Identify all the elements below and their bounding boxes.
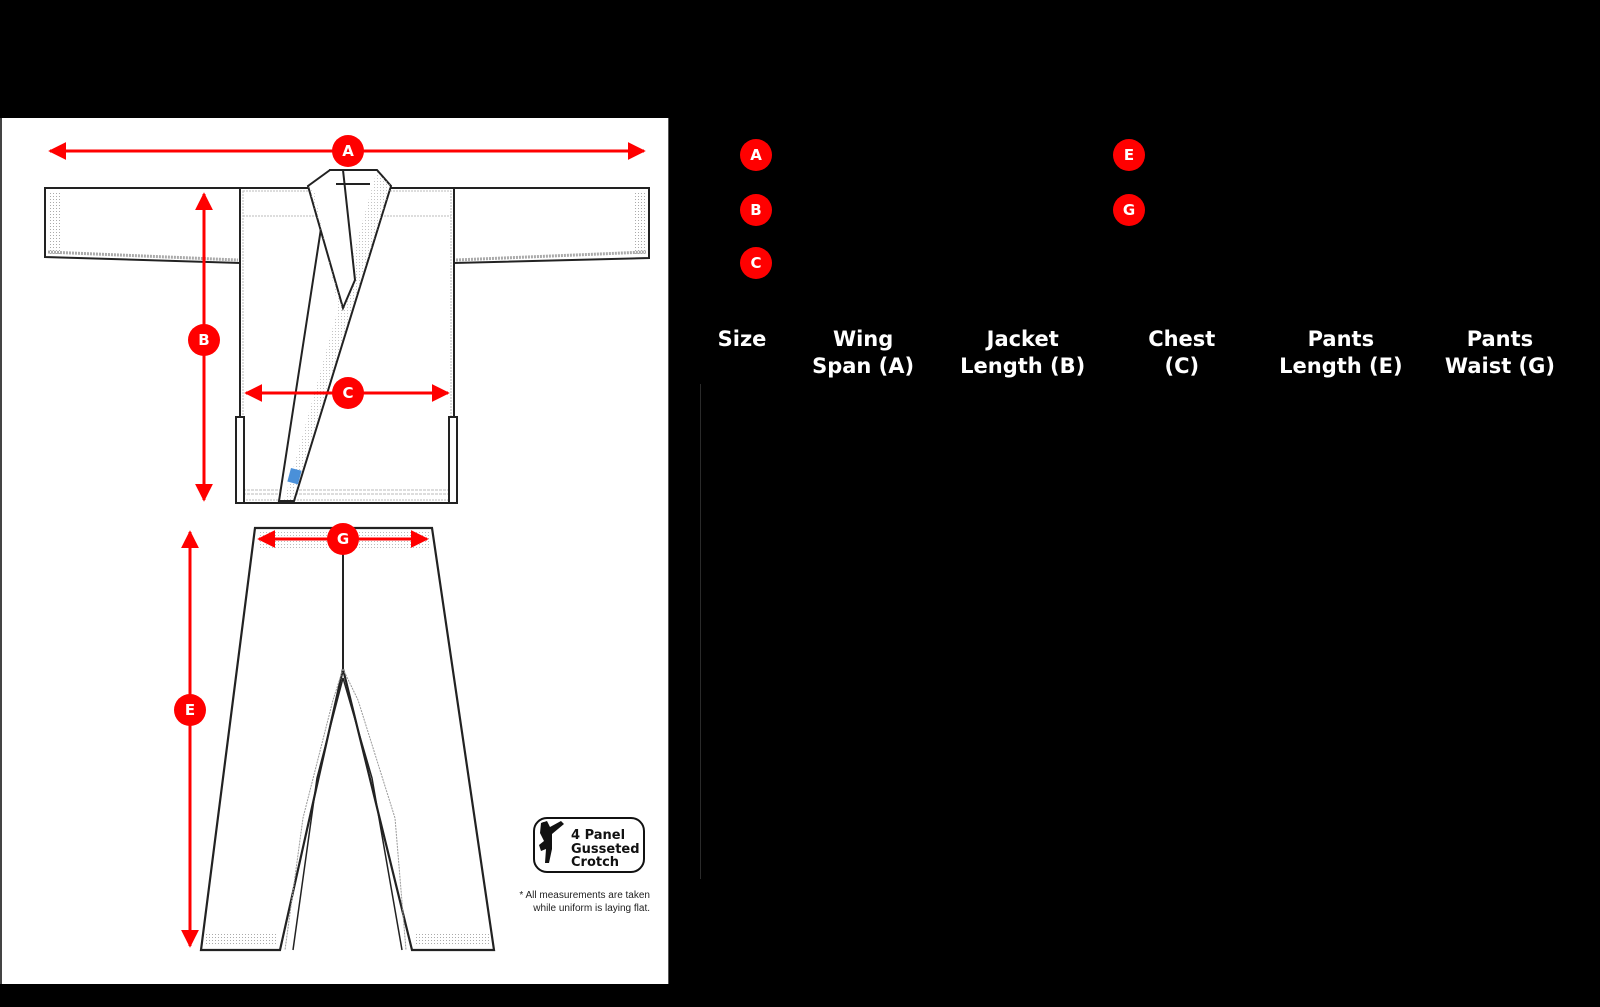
header-pants-length-line2: Length (E) (1279, 354, 1403, 378)
header-chest-line2: (C) (1164, 354, 1200, 378)
table-row (701, 494, 1580, 549)
legend-badge-a: A (740, 139, 772, 171)
measurement-badge-a: A (332, 135, 364, 167)
header-wing-span-line2: Span (A) (812, 354, 915, 378)
pants-drawing (201, 528, 494, 950)
header-chest-line1: Chest (1148, 327, 1216, 351)
gusset-crotch-badge (533, 817, 645, 873)
measurement-badge-e: E (174, 694, 206, 726)
size-diagram-panel (0, 118, 669, 984)
karate-kick-silhouette-icon (535, 819, 565, 865)
table-row (701, 714, 1580, 769)
legend-badge-b: B (740, 194, 772, 226)
table-row (701, 439, 1580, 494)
header-pants-waist-line1: Pants (1466, 327, 1534, 351)
header-size-line1: Size (717, 327, 767, 351)
table-row (701, 659, 1580, 714)
table-row (701, 384, 1580, 439)
size-chart-table (700, 322, 1580, 879)
footnote-line2: while uniform is laying flat. (533, 903, 650, 914)
header-jacket-length (943, 322, 1102, 384)
legend-badge-g: G (1113, 194, 1145, 226)
legend-badge-c: C (740, 247, 772, 279)
header-pants-length-line1: Pants (1307, 327, 1375, 351)
table-row (701, 549, 1580, 604)
header-size (701, 322, 784, 384)
header-jacket-length-line2: Length (B) (960, 354, 1086, 378)
gusset-label-line2: Gusseted (571, 841, 640, 857)
header-wing-span (784, 322, 944, 384)
table-row (701, 824, 1580, 879)
legend-badge-e: E (1113, 139, 1145, 171)
table-row (701, 604, 1580, 659)
measurement-badge-b: B (188, 324, 220, 356)
gusset-label-line1: 4 Panel (571, 828, 626, 843)
header-pants-waist-line2: Waist (G) (1444, 354, 1555, 378)
gusset-label (571, 829, 640, 870)
measurement-footnote (519, 889, 650, 915)
measurement-badge-c: C (332, 377, 364, 409)
header-wing-span-line1: Wing (832, 327, 894, 351)
footnote-line1: * All measurements are taken (519, 890, 650, 901)
measurement-badge-g: G (327, 523, 359, 555)
jacket-drawing (45, 170, 649, 503)
size-table-body (701, 384, 1580, 879)
header-pants-waist (1420, 322, 1579, 384)
table-row (701, 769, 1580, 824)
header-pants-length (1261, 322, 1420, 384)
table-header-row (701, 322, 1580, 384)
gusset-label-line3: Crotch (571, 855, 620, 870)
header-jacket-length-line1: Jacket (986, 327, 1059, 351)
header-chest (1102, 322, 1261, 384)
